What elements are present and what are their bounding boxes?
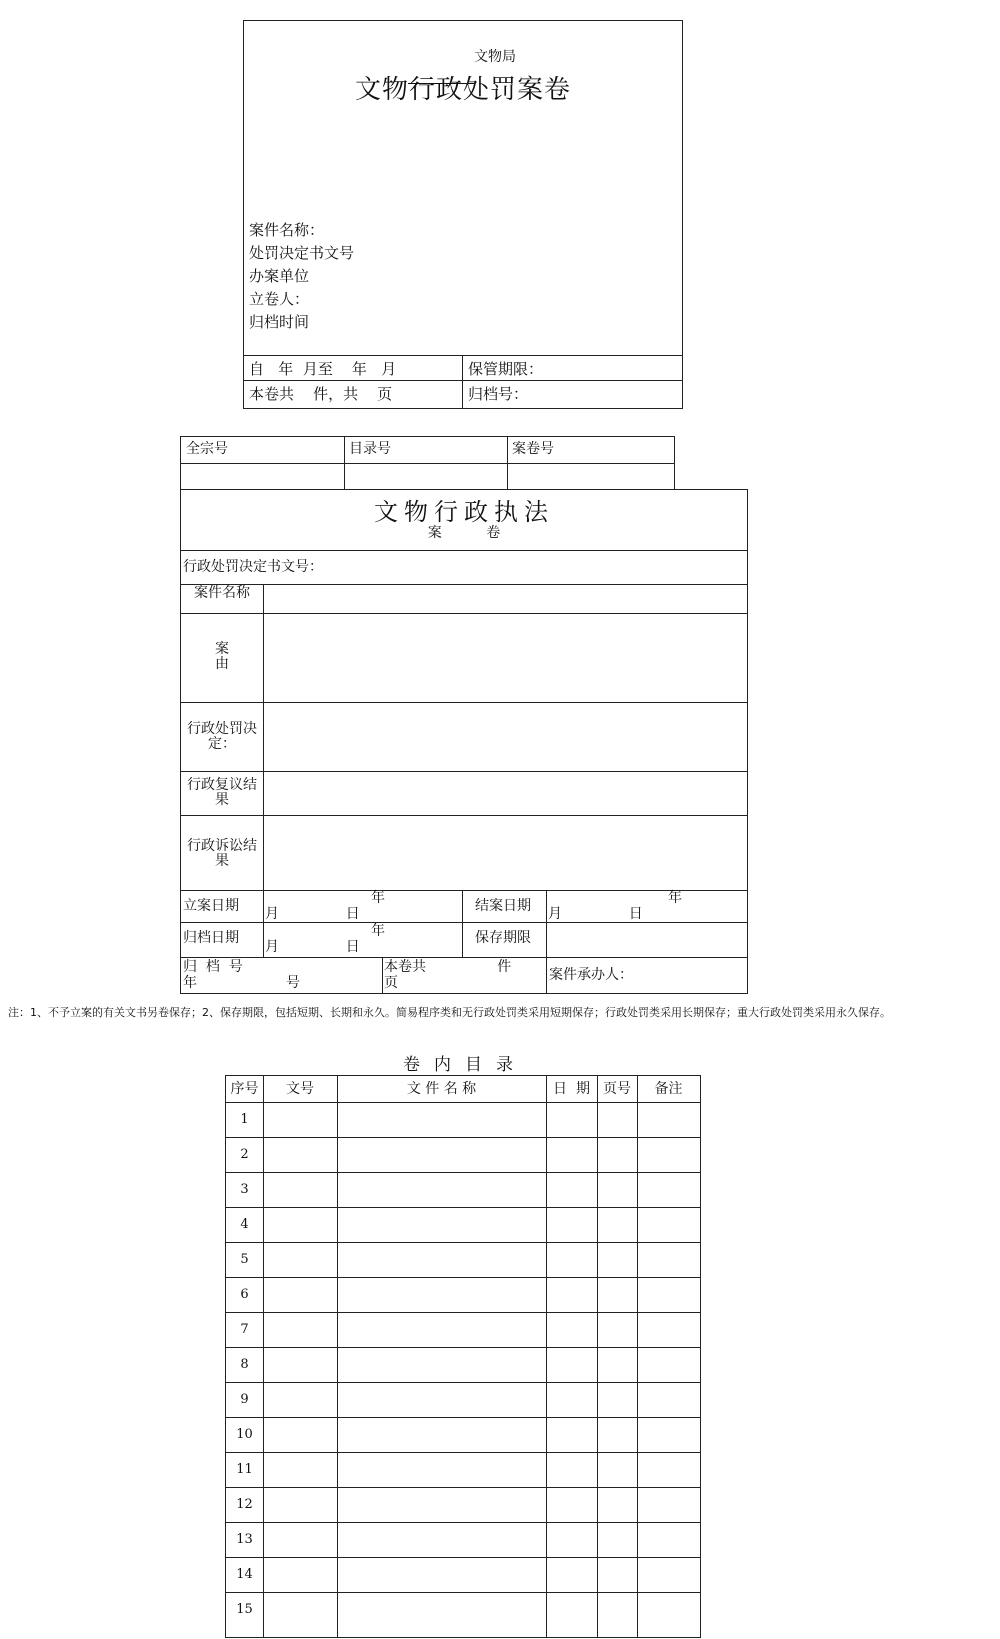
- toc-col-line: [263, 1076, 264, 1637]
- toc-row-number: 11: [236, 1462, 253, 1477]
- toc-row-line: [226, 1277, 700, 1278]
- case-name-row-label: 案件名称: [194, 585, 250, 601]
- catalog-no-label: 目录号: [349, 441, 391, 457]
- archive-no-line2: 年 号: [183, 975, 301, 991]
- toc-row-number: 13: [236, 1532, 253, 1547]
- toc-row-line: [226, 1347, 700, 1348]
- toc-row-line: [226, 1487, 700, 1488]
- toc-col-line: [597, 1076, 598, 1637]
- filing-year-label: 年: [371, 890, 385, 906]
- col-line: [382, 957, 383, 993]
- toc-col-line: [637, 1076, 638, 1637]
- volume-no-label: 案卷号: [512, 441, 554, 457]
- bureau-label: 文物局: [474, 49, 516, 65]
- cover-divider-2: [244, 380, 682, 381]
- cover-form: [243, 20, 683, 409]
- toc-header-seq: 序号: [230, 1081, 259, 1097]
- review-row-label: 行政复议结果: [187, 777, 257, 808]
- col-line: [263, 584, 264, 890]
- toc-row-number: 15: [236, 1602, 253, 1617]
- toc-row-number: 6: [240, 1287, 249, 1302]
- case-handler-label: 案件承办人：: [549, 967, 633, 983]
- toc-row-number: 5: [240, 1252, 249, 1267]
- toc-row-number: 9: [240, 1392, 249, 1407]
- row-line: [181, 613, 747, 614]
- toc-row-number: 8: [240, 1357, 249, 1372]
- col-line: [263, 890, 264, 957]
- filer-label: 立卷人：: [249, 290, 310, 308]
- row-line: [181, 815, 747, 816]
- toc-row-line: [226, 1172, 700, 1173]
- toc-row-number: 4: [240, 1217, 249, 1232]
- toc-row-line: [226, 1522, 700, 1523]
- litigation-row-label: 行政诉讼结果: [187, 838, 257, 869]
- toc-row-line: [226, 1382, 700, 1383]
- filing-date-label: 立案日期: [183, 898, 239, 914]
- cause-row-label: 案由: [215, 641, 229, 672]
- date-range-label: 自 年 月至 年 月: [249, 360, 397, 378]
- filing-month-day-label: 月 日: [265, 906, 360, 922]
- archive-date-label: 归档日期: [183, 930, 239, 946]
- archive-month-day-label: 月 日: [265, 939, 360, 955]
- row-line: [181, 957, 747, 958]
- volume-line1: 本卷共 件: [384, 959, 512, 975]
- toc-row-line: [226, 1312, 700, 1313]
- toc-row-number: 12: [236, 1497, 253, 1512]
- cover-title: 文物行政处罚案卷: [354, 75, 571, 105]
- toc-header-page: 页号: [603, 1081, 631, 1097]
- toc-header-doc-name: 文 件 名 称: [406, 1081, 477, 1097]
- toc-row-line: [226, 1207, 700, 1208]
- volume-count-label: 本卷共 件，共 页: [249, 385, 393, 403]
- toc-header-remark: 备注: [654, 1081, 683, 1097]
- toc-row-number: 2: [240, 1147, 249, 1162]
- toc-row-number: 3: [240, 1182, 249, 1197]
- head-divider-h: [181, 463, 674, 464]
- toc-row-line: [226, 1417, 700, 1418]
- col-line: [546, 890, 547, 957]
- closing-year-label: 年: [668, 890, 682, 906]
- toc-header-doc-no: 文号: [286, 1081, 314, 1097]
- row-line: [181, 550, 747, 551]
- toc-row-line: [226, 1137, 700, 1138]
- closing-month-day-label: 月 日: [548, 906, 643, 922]
- footnote: 注：1、不予立案的有关文书另卷保存；2、保存期限，包括短期、长期和永久。简易程序类和无行政处罚类采用短期保存；行政处罚类采用长期保存；重大行政处罚类采用永久保存。: [8, 1006, 891, 1019]
- row-line: [181, 702, 747, 703]
- fonds-header-table: [180, 436, 675, 490]
- toc-row-line: [226, 1557, 700, 1558]
- toc-title: 卷内目录: [403, 1055, 527, 1075]
- col-line: [546, 957, 547, 993]
- decision-row-label: 行政处罚决定：: [187, 721, 257, 752]
- toc-row-number: 1: [240, 1112, 249, 1127]
- col-line: [462, 890, 463, 957]
- toc-row-line: [226, 1242, 700, 1243]
- case-info-table: [180, 489, 748, 994]
- fonds-no-label: 全宗号: [186, 441, 228, 457]
- toc-col-line: [546, 1076, 547, 1637]
- closing-date-label: 结案日期: [475, 898, 531, 914]
- case-name-label: 案件名称：: [249, 221, 325, 239]
- volume-line2: 页: [384, 975, 398, 991]
- row-line: [181, 771, 747, 772]
- toc-row-number: 7: [240, 1322, 249, 1337]
- archive-no-line1: 归 档 号: [183, 959, 243, 975]
- toc-row-line: [226, 1102, 700, 1103]
- archive-year-label: 年: [371, 923, 385, 939]
- cover-divider-v: [462, 355, 463, 409]
- decision-no-field-label: 行政处罚决定书文号：: [183, 559, 323, 575]
- archive-no-label: 归档号：: [468, 385, 529, 403]
- enforcement-subtitle: 案 卷: [427, 525, 501, 541]
- retention-period-label: 保存期限: [475, 930, 531, 946]
- toc-table: [225, 1075, 701, 1638]
- toc-row-line: [226, 1452, 700, 1453]
- decision-no-label: 处罚决定书文号: [249, 244, 355, 262]
- row-line: [181, 922, 747, 923]
- cover-divider-1: [244, 355, 682, 356]
- toc-row-line: [226, 1592, 700, 1593]
- toc-row-number: 10: [236, 1427, 253, 1442]
- archive-time-label: 归档时间: [249, 313, 310, 331]
- enforcement-title: 文物行政执法: [374, 498, 554, 526]
- toc-col-line: [337, 1076, 338, 1637]
- row-line: [181, 584, 747, 585]
- toc-row-number: 14: [236, 1567, 253, 1582]
- retention-label: 保管期限：: [468, 360, 544, 378]
- row-line: [181, 890, 747, 891]
- toc-header-date: 日 期: [553, 1081, 590, 1097]
- unit-label: 办案单位: [249, 267, 310, 285]
